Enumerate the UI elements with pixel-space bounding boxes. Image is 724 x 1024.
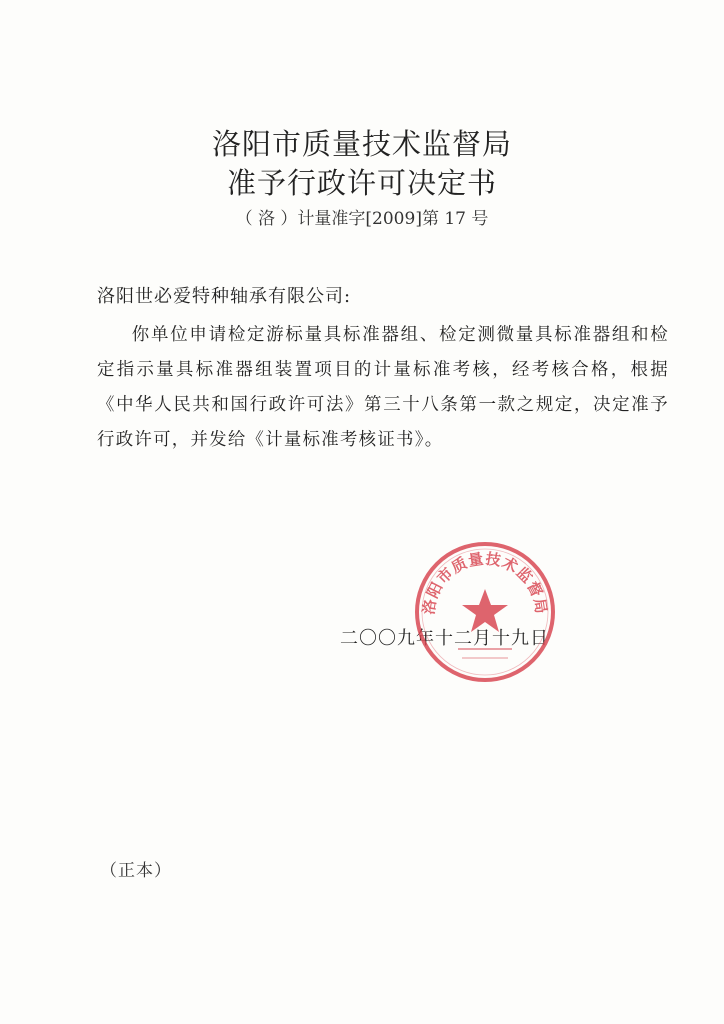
document-title-agency: 洛阳市质量技术监督局: [211, 127, 512, 161]
recipient-name: 洛阳世必爱特种轴承有限公司:: [97, 286, 352, 307]
document-number: （ 洛 ）计量准字[2009]第 17 号: [235, 209, 489, 229]
original-copy-label: （正本）: [100, 861, 172, 881]
decision-body-text: 你单位申请检定游标量具标准器组、检定测微量具标准器组和检定指示量具标准器组装置项目的计量标准考核，经考核合格，根据《中华人民共和国行政许可法》第三十八条第一款之规定，决定准予行政许可，并发给《计量标准考核证书》。: [97, 325, 669, 450]
seal-text: 洛阳市质量技术监督局: [419, 549, 551, 616]
document-title-decision: 准予行政许可决定书: [226, 166, 497, 200]
official-seal-icon: [410, 537, 560, 687]
issue-date: 二〇〇九年十二月十九日: [340, 628, 549, 649]
